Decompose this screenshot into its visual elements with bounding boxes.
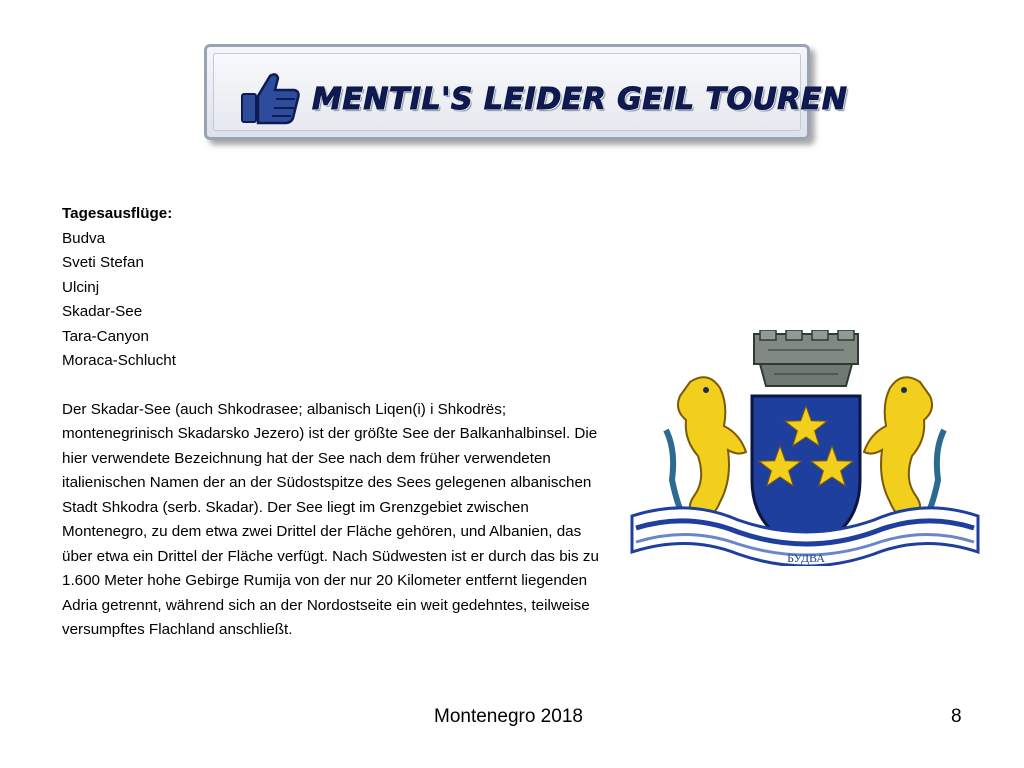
list-item: Ulcinj (62, 278, 100, 296)
list-item: Sveti Stefan (62, 254, 144, 271)
banner-title: MENTIL'S LEIDER GEIL TOUREN (312, 82, 848, 117)
description-paragraph: Der Skadar-See (auch Shkodrasee; albanisch Liqen(i) i Shkodrës; montenegrinisch Skadarsko Jezero) ist der größte See der Balkanhalbinsel. Die hier verwendete Bezeichnung hat der See nach dem früher verwendeten italienischen Namen der an der Südostspitze des Sees gelegenen albanischen Stadt Shkodra (serb. Skadar). Der See liegt im Grenzgebiet zwischen Montenegro, zu dem etwa zwei Drittel der Fläche gehören, und Albanien, das über etwa ein Drittel der Fläche verfügt. Nach Südwesten ist er durch das bis zu 1.600 Meter hohe Gebirge Rumija von der nur 20 Kilometer entfernt liegenden Adria getrennt, während sich an der Nordostseite ein weit gedehntes, teilweise versumpftes Flachland anschließt. (62, 400, 599, 638)
ribbon-text: БУДВА (787, 551, 825, 565)
page-number: 8 (951, 706, 962, 727)
list-item: Tara-Canyon (62, 327, 149, 345)
tour-text (62, 202, 602, 643)
thumbs-up-icon (240, 70, 302, 126)
header-banner (204, 44, 848, 140)
footer-title: Montenegro 2018 (434, 706, 583, 727)
list-item: Skadar-See (62, 303, 143, 320)
list-item: Budva (62, 229, 106, 247)
tower-crown (754, 330, 858, 386)
destination-list (62, 227, 602, 374)
list-item: Moraca-Schlucht (62, 352, 176, 369)
banner-panel (213, 53, 848, 131)
budva-coat-of-arms (628, 330, 982, 566)
section-heading: Tagesausflüge: (62, 205, 173, 222)
